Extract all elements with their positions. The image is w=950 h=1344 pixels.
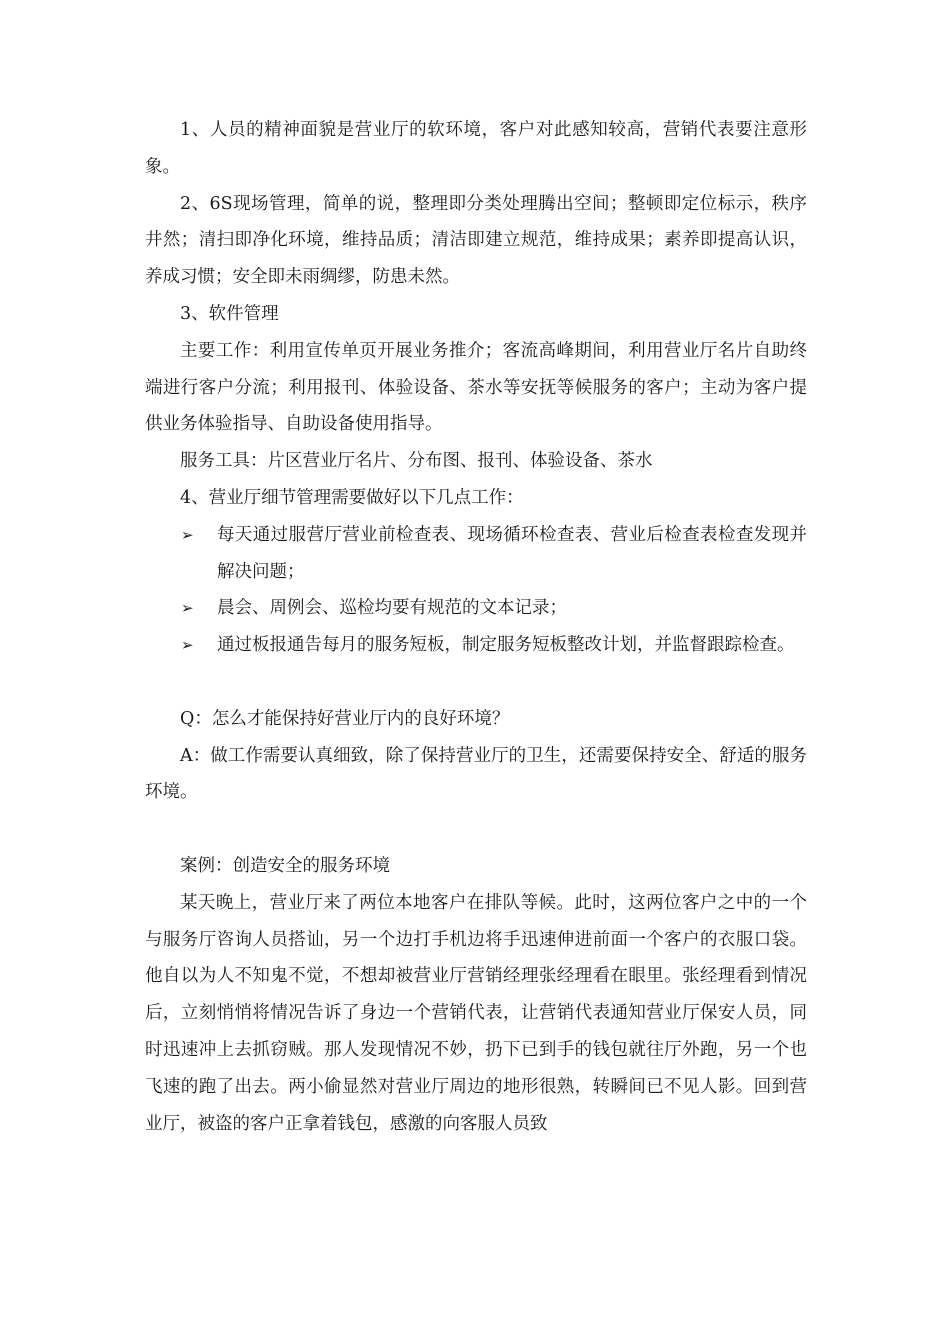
paragraph-item-3-heading: 3、软件管理 (180, 303, 279, 324)
bullet-item (145, 590, 807, 627)
case-body: 某天晚上，营业厅来了两位本地客户在排队等候。此时，这两位客户之中的一个与服务厅咨询人员搭讪，另一个边打手机边将手迅速伸进前面一个客户的衣服口袋。他自以为人不知鬼不觉，不想却被营业厅营销经理张经理看在眼里。张经理看到情况后，立刻悄悄将情况告诉了身边一个营销代表，让营销代表通知营业厅保安人员，同时迅速冲上去抓窃贼。那人发现情况不妙，扔下已到手的钱包就往厅外跑，另一个也飞速的跑了出去。两小偷显然对营业厅周边的地形很熟，转瞬间已不见人影。回到营业厅，被盗的客户正拿着钱包，感激的向客服人员致 (145, 892, 807, 1134)
bullet-item (145, 627, 807, 664)
blank-line (145, 664, 807, 701)
case-title: 案例：创造安全的服务环境 (180, 855, 390, 876)
paragraph-item-4-heading: 4、营业厅细节管理需要做好以下几点工作： (180, 487, 524, 508)
bullet-text: 每天通过服营厅营业前检查表、现场循环检查表、营业后检查表检查发现并解决问题； (217, 524, 807, 582)
bullet-item (145, 517, 807, 591)
paragraph-service-tools: 服务工具：片区营业厅名片、分布图、报刊、体验设备、茶水 (180, 451, 653, 472)
arrow-bullet-icon: ➢ (181, 599, 194, 618)
bullet-text: 通过板报通告每月的服务短板，制定服务短板整改计划，并监督跟踪检查。 (217, 635, 795, 656)
document-page (145, 112, 807, 1142)
blank-line (145, 811, 807, 848)
paragraph-item-1: 1、人员的精神面貌是营业厅的软环境，客户对此感知较高，营销代表要注意形象。 (145, 120, 807, 177)
paragraph-item-2-6s: 2、6S现场管理，简单的说，整理即分类处理腾出空间；整顿即定位标示，秩序井然；清扫即净化环境，维持品质；清洁即建立规范，维持成果；素养即提高认识，养成习惯；安全即未雨绸缪，防患未然。 (145, 193, 807, 288)
arrow-bullet-icon: ➢ (181, 636, 194, 655)
arrow-bullet-icon: ➢ (181, 525, 194, 544)
paragraph-main-work: 主要工作：利用宣传单页开展业务推介；客流高峰期间，利用营业厅名片自助终端进行客户分流；利用报刊、体验设备、茶水等安抚等候服务的客户；主动为客户提供业务体验指导、自助设备使用指导。 (145, 340, 807, 435)
qa-question: Q：怎么才能保持好营业厅内的良好环境？ (180, 708, 510, 729)
bullet-text: 晨会、周例会、巡检均要有规范的文本记录； (217, 598, 567, 619)
qa-answer: A：做工作需要认真细致，除了保持营业厅的卫生，还需要保持安全、舒适的服务环境。 (145, 745, 807, 803)
